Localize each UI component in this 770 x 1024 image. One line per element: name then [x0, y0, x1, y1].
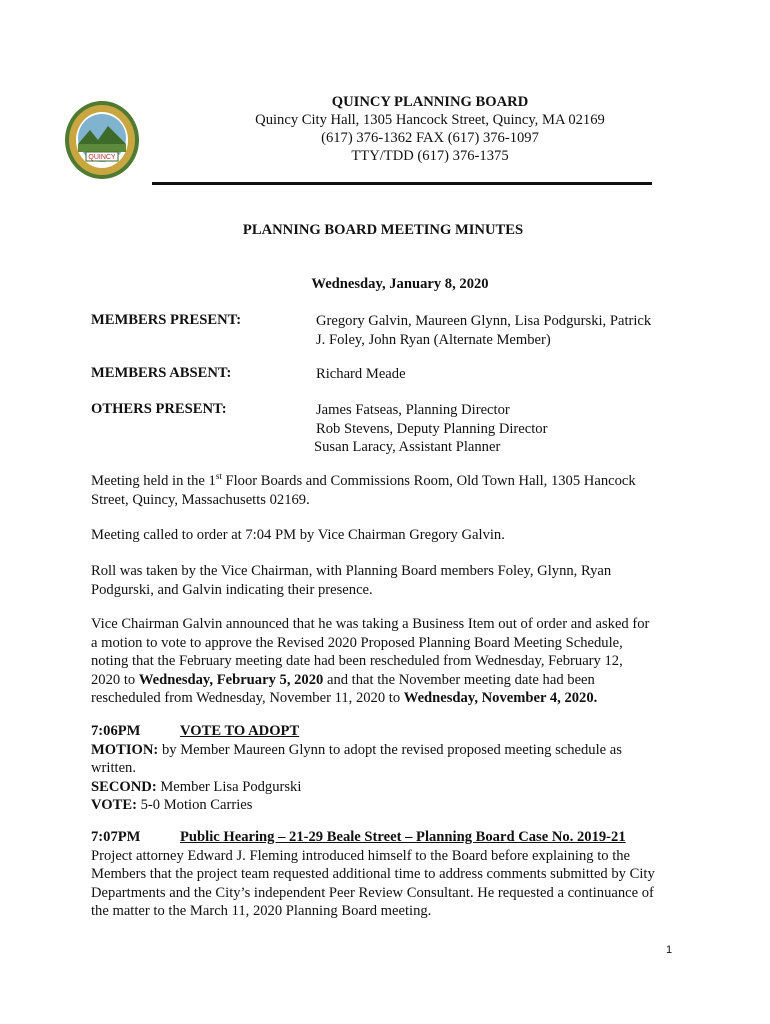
schedule-text: 2020 to: [91, 671, 139, 688]
motion-text: written.: [91, 760, 136, 776]
item-heading: Public Hearing – 21-29 Beale Street – Planning Board Case No. 2019-21: [180, 829, 626, 845]
others-present-list: [316, 401, 547, 457]
meeting-date: Wednesday, January 8, 2020: [311, 276, 489, 292]
hearing-line: Members that the project team requested additional time to address comments submitted by City: [91, 866, 655, 882]
schedule-text: and that the November meeting date had been: [323, 671, 595, 688]
location-text: Meeting held in the 1: [91, 473, 216, 489]
item-time: 7:07PM: [91, 829, 141, 845]
others-present-line: Rob Stevens, Deputy Planning Director: [316, 420, 548, 437]
call-to-order-paragraph: Meeting called to order at 7:04 PM by Vice Chairman Gregory Galvin.: [91, 527, 505, 543]
schedule-paragraph: [91, 615, 691, 708]
org-name: QUINCY PLANNING BOARD: [331, 94, 529, 110]
members-present-line: Gregory Galvin, Maureen Glynn, Lisa Podgurski, Patrick: [316, 313, 652, 329]
hearing-line: the matter to the March 11, 2020 Planning Board meeting.: [91, 903, 432, 919]
letterhead: [200, 93, 660, 165]
header-divider: [152, 182, 652, 185]
others-present-line: James Fatseas, Planning Director: [316, 402, 510, 418]
second-label: SECOND:: [91, 778, 157, 795]
document-title: PLANNING BOARD MEETING MINUTES: [242, 222, 524, 238]
location-text: Floor Boards and Commissions Room, Old Town Hall, 1305 Hancock: [221, 473, 636, 489]
schedule-line: Vice Chairman Galvin announced that he was taking a Business Item out of order and asked for: [91, 616, 650, 632]
schedule-line: a motion to vote to approve the Revised 2020 Proposed Planning Board Meeting Schedule,: [91, 634, 623, 651]
item-time: 7:06PM: [91, 723, 141, 739]
new-february-date: Wednesday, February 5, 2020: [138, 671, 324, 688]
new-november-date: Wednesday, November 4, 2020.: [403, 690, 598, 706]
roll-call-paragraph: [91, 562, 691, 599]
vote-item: [91, 722, 691, 815]
others-present-label: OTHERS PRESENT:: [91, 401, 227, 417]
seal-text: QUINCY: [88, 154, 116, 161]
members-present-list: [316, 312, 651, 349]
members-absent-label: MEMBERS ABSENT:: [91, 365, 232, 381]
public-hearing-item: [91, 828, 701, 921]
second-text: Member Lisa Podgurski: [156, 778, 302, 795]
roll-call-line: Roll was taken by the Vice Chairman, with Planning Board members Foley, Glynn, Ryan: [91, 563, 612, 579]
org-tty: TTY/TDD (617) 376-1375: [351, 148, 509, 164]
roll-call-line: Podgurski, and Galvin indicating their presence.: [91, 581, 373, 598]
schedule-line: noting that the February meeting date had been rescheduled from Wednesday, February 12,: [91, 653, 623, 669]
hearing-line: Project attorney Edward J. Fleming introduced himself to the Board before explaining to the: [91, 847, 631, 864]
location-paragraph: [91, 472, 691, 509]
vote-text: 5-0 Motion Carries: [136, 797, 253, 813]
org-address: Quincy City Hall, 1305 Hancock Street, Quincy, MA 02169: [255, 112, 605, 128]
motion-label: MOTION:: [91, 741, 159, 758]
others-present-line: Susan Laracy, Assistant Planner: [314, 439, 501, 455]
page-number: 1: [666, 944, 673, 956]
vote-label: VOTE:: [91, 797, 137, 813]
schedule-text: rescheduled from Wednesday, November 11, 2020 to: [91, 690, 404, 706]
item-heading: VOTE TO ADOPT: [180, 723, 300, 739]
members-present-line: J. Foley, John Ryan (Alternate Member): [316, 331, 551, 348]
members-present-label: MEMBERS PRESENT:: [91, 312, 242, 328]
city-seal-logo: [64, 100, 140, 180]
members-absent-list: Richard Meade: [316, 366, 406, 382]
org-phone: (617) 376-1362 FAX (617) 376-1097: [321, 130, 539, 146]
hearing-line: Departments and the City’s independent Peer Review Consultant. He requested a continuance of: [91, 884, 654, 901]
ordinal-suffix: st: [215, 471, 222, 482]
location-text: Street, Quincy, Massachusetts 02169.: [91, 491, 310, 508]
motion-text: by Member Maureen Glynn to adopt the revised proposed meeting schedule as: [158, 741, 622, 758]
